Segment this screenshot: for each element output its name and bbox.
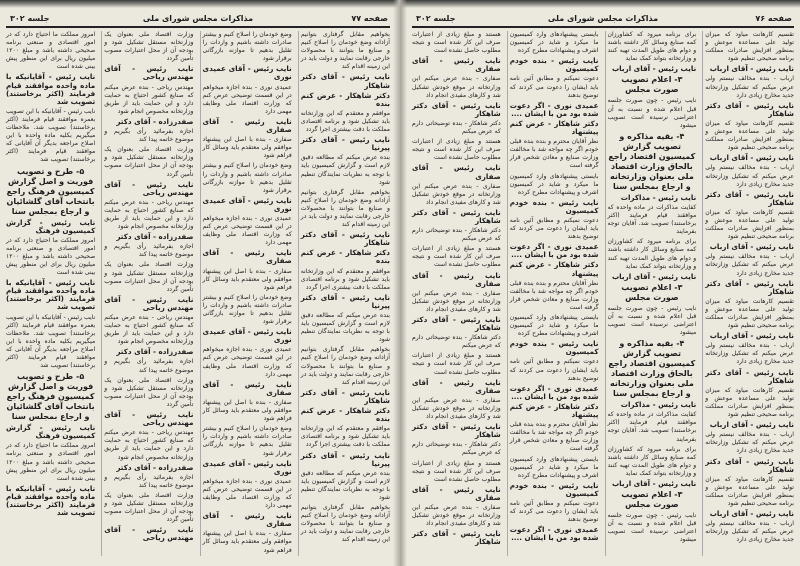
paragraph: نایب رئیس - چون صورت جلسه قبل اعلام شده و نسبت به آن اعتراضی نرسیده است تصویب میشود bbox=[607, 97, 697, 129]
text-columns bbox=[410, 31, 796, 556]
paragraph: صفاری - بنده عرض میکنم این وزارتخانه در موقع خودش تشکیل شد و کارهای مفیدی انجام داد bbox=[412, 396, 501, 421]
paragraph: بخواهیم مقابل گرفتاری بتوانیم آزادانه وضع خودمان را اصلاح کنیم و صنایع ما بتوانند با محصولات خارجی رقابت نمایند و دولت باید در این زمینه اقدام کند bbox=[300, 504, 390, 544]
paragraph: عمیدی نوری - بنده اجازه میخواهم در این قسمت توضیحی عرض کنم که وزارت اقتصاد ملی وظایف مهمی دارد bbox=[202, 346, 292, 378]
paragraph: عمیدی نوری - بنده اجازه میخواهم در این قسمت توضیحی عرض کنم که وزارت اقتصاد ملی وظایف مهمی دارد bbox=[202, 83, 292, 115]
paragraph: نظر آقایان محترم و بنده بنده قبلی خودم اگر چه مواجه شد با مخالفت وزارت صنایع و معادن شخص قرار گرفته است bbox=[509, 138, 599, 170]
speaker-line: عمیدی نوری - اگر دعوت شده بود من با ایشان .... bbox=[509, 525, 599, 543]
paragraph: تقسیم کارهانت میاود که میزان تولید علی مساعده موعش و بمنظور افزایش صادرات مملکت برنامه صحیحی تنظیم شود bbox=[705, 208, 794, 241]
paragraph: وضع خودمان را اصلاح کنیم و بیشتر صادرات داشته باشیم و واردات را تقلیل بدهیم تا موازنه بازرگانی برقرار شود bbox=[202, 293, 292, 326]
speaker-line: نایب رئیس - آقای ارباب bbox=[611, 271, 697, 281]
paragraph: بایستی پیشنهادهای وارد کمیسیون ما میکرد و شاید در کمیسیون اشرف و پیشنهادات مطرح کرده bbox=[509, 31, 599, 55]
paragraph: نایب رئیس - آقایانیکه با این تصویب بعمره موافقند قیام فرمایند (اکثر برخاستند) تصویب شد. ملاحظات میگیریم بکلیه ماده واحده با این اصلاح مراجعه بدیگر آن آقایانی که موافقند قیام فرمایند (اکثر برخاستند) تصویب شد bbox=[6, 107, 96, 164]
text-column bbox=[298, 31, 392, 556]
paragraph: وضع خودمان را اصلاح کنیم و بیشتر صادرات داشته باشیم و واردات را تقلیل بدهیم تا موازنه بازرگانی برقرار شود bbox=[202, 162, 292, 194]
section-heading: ۳- اعلام تصویب صورت مجلس bbox=[621, 282, 683, 302]
speaker-line: نایب رئیس - آقای مهندس ریاحی bbox=[104, 294, 194, 312]
paragraph: اجازه بفرمائید رأی بگیریم و موضوع خاتمه پیدا کند bbox=[104, 128, 194, 144]
paragraph: نایب رئیس - آقایانیکه با این تصویب بعمره موافقند قیام فرمایند (اکثر برخاستند) تصویب شد. ملاحظات میگیریم بکلیه ماده واحده با این اصلاح مراجعه بدیگر آن آقایانی که موافقند قیام فرمایند (اکثر برخاستند) تصویب شد bbox=[6, 313, 96, 370]
paragraph: نظر آقایان محترم و بنده بنده قبلی خودم اگر چه مواجه شد با مخالفت وزارت صنایع و معادن شخص قرار گرفته است bbox=[509, 421, 599, 453]
paragraph: نایب رئیس - چون صورت جلسه قبل اعلام شده و نسبت به آن اعتراضی نرسیده است تصویب میشود bbox=[607, 304, 697, 337]
speaker-line: نایب رئیس - آقای ارباب bbox=[709, 331, 794, 341]
paragraph: هستند و مبلغ زیادی از اعتبارات صرف این کار شده است و نتیجه مطلوب حاصل نشده است bbox=[412, 352, 501, 376]
speaker-line: نایب رئیس - آقای مهندس ریاحی bbox=[104, 179, 194, 197]
paragraph: بایستی پیشنهادهای وارد کمیسیون ما میکرد و شاید در کمیسیون اشرف و پیشنهادات مطرح کرده bbox=[509, 172, 599, 196]
speaker-line: نایب رئیس - آقای عمیدی نوری bbox=[202, 64, 292, 82]
paragraph: تقسیم کارهانت میاود که میزان تولید علی مساعده موعش و بمنظور افزایش صادرات مملکت برنامه صحیحی تنظیم شود bbox=[705, 31, 794, 63]
paragraph: صفاری - بنده با اصل این پیشنهاد موافقم ولی معتقدم باید وسائل کار فراهم شود bbox=[202, 267, 292, 291]
text-column bbox=[101, 31, 195, 556]
speaker-line: عمیدی نوری - اگر دعوت شده بود من با ایشان .... bbox=[509, 100, 599, 118]
session-number: جلسه ۳۰۲ bbox=[10, 14, 50, 23]
text-column bbox=[410, 31, 503, 556]
paragraph: ارباب - بنده مخالف نیستم ولی عرض میکنم که تشکیل وزارتخانه جدید مخارج زیادی دارد bbox=[705, 342, 794, 366]
speaker-line: نایب رئیس - آقای دکتر شاهکار bbox=[705, 456, 794, 474]
paragraph: تقسیم کارهانت میاود که میزان تولید علی مساعده موعش و بمنظور افزایش صادرات مملکت برنامه صحیحی تنظیم شود bbox=[705, 297, 794, 330]
header-rule bbox=[412, 26, 794, 28]
paragraph: هستند و مبلغ زیادی از اعتبارات صرف این کار شده است و نتیجه مطلوب حاصل نشده است bbox=[412, 459, 501, 483]
speaker-line: نایب رئیس - آقای مهندس ریاحی bbox=[104, 410, 194, 428]
paragraph: بنده عرض میکنم که مطالعه دقیق لازم است و گزارش کمیسیون باید با توجه به نظریات نمایندگان تنظیم شود bbox=[300, 154, 390, 186]
paragraph: صفاری - بنده عرض میکنم این وزارتخانه در موقع خودش تشکیل شد و کارهای مفیدی انجام داد bbox=[412, 182, 501, 206]
paragraph: مهندس ریاحی - بنده عرض میکنم که صنایع کشور احتیاج به حمایت دارد و این حمایت باید از طریق وزارتخانه مخصوص انجام شود bbox=[104, 314, 194, 346]
text-column bbox=[4, 31, 97, 556]
paragraph: امروز مملکت ما احتیاج دارد که در امور اقتصادی و صنعتی برنامه صحیحی داشته باشد و مبلغ ۱۲۰۰ میلیون ریال برای این منظور پیش بینی شده است bbox=[6, 442, 96, 482]
text-column bbox=[200, 31, 294, 556]
paragraph: دکتر شاهکار - بنده توضیحاتی دارم که عرض میکنم bbox=[412, 441, 501, 457]
paragraph: بخواهیم مقابل گرفتاری بتوانیم آزادانه وضع خودمان را اصلاح کنیم و صنایع ما بتوانند با محصولات خارجی رقابت نمایند و دولت باید در این زمینه اقدام کند bbox=[300, 31, 390, 71]
page-header bbox=[410, 8, 796, 26]
paragraph: صفاری - بنده عرض میکنم این وزارتخانه در موقع خودش تشکیل شد و کارهای مفیدی انجام داد bbox=[412, 289, 501, 313]
page-number: صفحه ۷۶ bbox=[755, 14, 792, 23]
paragraph: موافقم و معتقدم که این وزارتخانه باید تشکیل شود و برنامه اقتصادی مملکت با دقت بیشتری اجرا گردد bbox=[300, 267, 390, 291]
paragraph: اجازه بفرمائید رأی بگیریم و موضوع خاتمه پیدا کند bbox=[104, 358, 194, 374]
speaker-line: دکتر شاهکار - عرض کنم بنده bbox=[300, 248, 390, 266]
paragraph: صفاری - بنده عرض میکنم این وزارتخانه در موقع خودش تشکیل شد و کارهای مفیدی انجام داد bbox=[412, 75, 501, 99]
paragraph: صفاری - بنده با اصل این پیشنهاد موافقم ولی معتقدم باید وسائل کار فراهم شود bbox=[202, 136, 292, 160]
speaker-line: نایب رئیس - مذاکرات bbox=[620, 400, 697, 410]
speaker-line: نایب رئیس - آقای دکتر شاهکار bbox=[300, 230, 390, 248]
text-column bbox=[702, 31, 796, 556]
book-spine-shadow bbox=[393, 0, 407, 566]
paragraph: صفاری - بنده عرض میکنم این وزارتخانه در موقع خودش تشکیل شد و کارهای مفیدی انجام داد bbox=[412, 503, 501, 528]
paragraph: بایستی پیشنهادهای وارد کمیسیون ما میکرد و شاید در کمیسیون اشرف و پیشنهادات مطرح کرده bbox=[509, 455, 599, 479]
paragraph: ارباب - بنده مخالف نیستم ولی عرض میکنم که تشکیل وزارتخانه جدید مخارج زیادی دارد bbox=[705, 520, 794, 544]
section-heading: ۴- بقیه مذاکره و تصویب گزارش کمیسیون اقتصاد راجع بالحاق وزارت اقتصاد ملی بعنوان وزارتخانه و ارجاع بمجلس سنا bbox=[608, 339, 696, 399]
paragraph: موافقم و معتقدم که این وزارتخانه باید تشکیل شود و برنامه اقتصادی مملکت با دقت بیشتری اجرا گردد bbox=[300, 425, 390, 449]
header-rule bbox=[6, 26, 390, 28]
paragraph: دکتر شاهکار - بنده توضیحاتی دارم که عرض میکنم bbox=[412, 334, 501, 350]
section-heading: ۵- طرح و تصویب فوریت و اصل گزارش کمیسیون فرهنگ راجع بانتخاب آقای گلشائیان و ارجاع بمجلس سنا bbox=[6, 166, 95, 216]
running-title: مذاکرات مجلس شورای ملی bbox=[547, 14, 659, 23]
paragraph: بخواهیم مقابل گرفتاری بتوانیم آزادانه وضع خودمان را اصلاح کنیم و صنایع ما بتوانند با محصولات خارجی رقابت نمایند و دولت باید در این زمینه اقدام کند bbox=[300, 346, 390, 386]
paragraph: مهندس ریاحی - بنده عرض میکنم که صنایع کشور احتیاج به حمایت دارد و این حمایت باید از طریق وزارتخانه مخصوص انجام شود bbox=[104, 429, 194, 461]
paragraph: وضع خودمان را اصلاح کنیم و بیشتر صادرات داشته باشیم و واردات را تقلیل بدهیم تا موازنه بازرگانی برقرار شود bbox=[202, 425, 292, 457]
paragraph: بنده عرض میکنم که مطالعه دقیق لازم است و گزارش کمیسیون باید با توجه به نظریات نمایندگان تنظیم شود bbox=[300, 312, 390, 344]
paragraph: مهندس ریاحی - بنده عرض میکنم که صنایع کشور احتیاج به حمایت دارد و این حمایت باید از طریق وزارتخانه مخصوص انجام شود bbox=[104, 198, 194, 231]
speaker-line: عمیدی نوری - اگر دعوت شده بود من با ایشان .... bbox=[509, 383, 599, 401]
paragraph: تقسیم کارهانت میاود که میزان تولید علی مساعده موعش و بمنظور افزایش صادرات مملکت برنامه صحیحی تنظیم شود bbox=[705, 475, 794, 507]
session-number: جلسه ۳۰۲ bbox=[416, 14, 456, 23]
speaker-line: نایب رئیس - آقای دکتر پیرنیا bbox=[300, 450, 390, 468]
left-page bbox=[4, 8, 392, 560]
paragraph: دکتر شاهکار - بنده توضیحاتی دارم که عرض میکنم bbox=[412, 227, 501, 243]
speaker-line: صفدرزاده - آقای دکتر bbox=[116, 462, 194, 472]
speaker-line: نایب رئیس - آقای دکتر پیرنیا bbox=[300, 292, 390, 310]
section-heading: ۵- طرح و تصویب فوریت و اصل گزارش کمیسیون فرهنگ راجع بانتخاب آقای گلشائیان و ارجاع بمجلس سنا bbox=[6, 372, 95, 422]
paragraph: دکتر شاهکار - بنده توضیحاتی دارم که عرض میکنم bbox=[412, 119, 501, 136]
paragraph: صفاری - بنده با اصل این پیشنهاد موافقم ولی معتقدم باید وسائل کار فراهم شود bbox=[202, 530, 292, 554]
speaker-line: نایب رئیس - آقای دکتر شاهکار bbox=[705, 100, 794, 118]
paragraph: مهندس ریاحی - بنده عرض میکنم که صنایع کشور احتیاج به حمایت دارد و این حمایت باید از طریق وزارتخانه مخصوص انجام شود bbox=[104, 83, 194, 115]
paragraph: هستند و مبلغ زیادی از اعتبارات صرف این کار شده است و نتیجه مطلوب حاصل نشده است bbox=[412, 138, 501, 162]
paragraph: هستند و مبلغ زیادی از اعتبارات صرف این کار شده است و نتیجه مطلوب حاصل نشده است bbox=[412, 31, 501, 55]
paragraph: کفایت مذاکرات در ماده واحده که موافقند قیام فرمایند (اکثر برخاستند) تصویب شد. آقایان توجه بفرمایند bbox=[607, 203, 697, 236]
speaker-line: نایب رئیس - بنده خودم کمیسیون bbox=[509, 480, 599, 498]
paragraph: ارباب - بنده مخالف نیستم ولی عرض میکنم که تشکیل وزارتخانه جدید مخارج زیادی دارد bbox=[705, 164, 794, 188]
speaker-line: نایب رئیس - آقای دکتر شاهکار bbox=[412, 100, 501, 118]
speaker-line: نایب رئیس - آقای دکتر پیرنیا bbox=[300, 135, 390, 153]
speaker-line: نایب رئیس - آقای صفاری bbox=[202, 511, 292, 529]
paragraph: بخواهیم مقابل گرفتاری بتوانیم آزادانه وضع خودمان را اصلاح کنیم و صنایع ما بتوانند با محصولات خارجی رقابت نمایند و دولت باید در این زمینه اقدام کند bbox=[300, 188, 390, 229]
speaker-line: نایب رئیس - آقای دکتر شاهکار bbox=[705, 189, 794, 207]
paragraph: وضع خودمان را اصلاح کنیم و بیشتر صادرات داشته باشیم و واردات را تقلیل بدهیم تا موازنه بازرگانی برقرار شود bbox=[202, 31, 292, 63]
paragraph: دعوت نمیکنم و مطابق آئین نامه باید ایشان را دعوت می کردند که توضیح بدهند bbox=[509, 216, 599, 241]
speaker-line: صفدرزاده - آقای دکتر bbox=[116, 116, 194, 126]
paragraph: وزارت اقتصاد ملی بعنوان یک وزارتخانه مستقل تشکیل شود و بودجه آن از محل اعتبارات مصوب تأمین گردد bbox=[104, 491, 194, 524]
section-heading: ۳- اعلام تصویب صورت مجلس bbox=[621, 75, 683, 95]
speaker-line: نایب رئیس - آقای صفاری bbox=[412, 56, 501, 74]
speaker-line: صفدرزاده - آقای دکتر bbox=[116, 347, 194, 357]
speaker-line: نایب رئیس - آقای دکتر شاهکار bbox=[705, 278, 794, 296]
paragraph: وزارت اقتصاد ملی بعنوان یک وزارتخانه مستقل تشکیل شود و بودجه آن از محل اعتبارات مصوب تأمین گردد bbox=[104, 376, 194, 408]
speaker-line: دکتر شاهکار - عرض کنم بنده bbox=[300, 406, 390, 424]
paragraph: اجازه بفرمائید رأی بگیریم و موضوع خاتمه پیدا کند bbox=[104, 243, 194, 259]
paragraph: وزارت اقتصاد ملی بعنوان یک وزارتخانه مستقل تشکیل شود و بودجه آن از محل اعتبارات مصوب تأمین گردد bbox=[104, 31, 194, 63]
speaker-line: نایب رئیس - آقای دکتر شاهکار bbox=[412, 207, 501, 225]
paragraph: ارباب - بنده مخالف نیستم ولی عرض میکنم که تشکیل وزارتخانه جدید مخارج زیادی دارد bbox=[705, 253, 794, 277]
paragraph: نایب رئیس - چون صورت جلسه قبل اعلام شده و نسبت به آن اعتراضی نرسیده است تصویب میشود bbox=[607, 512, 697, 544]
speaker-line: دکتر شاهکار - عرض کنم بنده bbox=[300, 90, 390, 108]
paragraph: نظر آقایان محترم و بنده بنده قبلی خودم اگر چه مواجه شد با مخالفت وزارت صنایع و معادن شخص قرار گرفته است bbox=[509, 279, 599, 311]
paragraph: کفایت مذاکرات در ماده واحده که موافقند قیام فرمایند (اکثر برخاستند) تصویب شد. آقایان توجه بفرمایند bbox=[607, 411, 697, 443]
speaker-line: دکتر شاهکار - عرض کنم پیشنهاد bbox=[509, 401, 599, 420]
speaker-line: نایب رئیس - آقای صفاری bbox=[412, 484, 501, 502]
speaker-line: نایب رئیس - آقایانیکه با ماده واحده موافقند قیام فرمایند (اکثر برخاستند) تصویب شد bbox=[6, 483, 96, 518]
speaker-line: نایب رئیس - آقای ارباب bbox=[709, 64, 794, 74]
paragraph: بنده عرض میکنم که مطالعه دقیق لازم است و گزارش کمیسیون باید با توجه به نظریات نمایندگان تنظیم شود bbox=[300, 469, 390, 501]
speaker-line: صفدرزاده - آقای دکتر bbox=[116, 232, 194, 242]
paragraph: برای برنامه میرود که کشاورزان کمه صنایع وسائل کار داشته باشند و دوام های طویل المدت تهیه کنند و وزارتخانه بتواند کمک نماید bbox=[607, 238, 697, 270]
paragraph: عمیدی نوری - بنده اجازه میخواهم در این قسمت توضیحی عرض کنم که وزارت اقتصاد ملی وظایف مهمی دارد bbox=[202, 214, 292, 247]
text-column bbox=[507, 31, 601, 556]
paragraph: صفاری - بنده با اصل این پیشنهاد موافقم ولی معتقدم باید وسائل کار فراهم شود bbox=[202, 398, 292, 423]
speaker-line: نایب رئیس - آقای مهندس ریاحی bbox=[104, 64, 194, 82]
speaker-line: نایب رئیس - بنده خودم کمیسیون bbox=[509, 56, 599, 74]
speaker-line: نایب رئیس - آقای دکتر شاهکار bbox=[300, 72, 390, 90]
speaker-line: نایب رئیس - آقای دکتر شاهکار bbox=[412, 315, 501, 333]
speaker-line: نایب رئیس - آقای صفاری bbox=[202, 116, 292, 135]
speaker-line: نایب رئیس - آقای عمیدی نوری bbox=[202, 195, 292, 213]
section-heading: ۴- بقیه مذاکره و تصویب گزارش کمیسیون اقتصاد راجع بالحاق وزارت اقتصاد ملی بعنوان وزارتخانه و ارجاع بمجلس سنا bbox=[608, 131, 696, 191]
page-number: صفحه ۷۷ bbox=[351, 14, 388, 23]
paragraph: دعوت نمیکنم و مطابق آئین نامه باید ایشان را دعوت می کردند که توضیح بدهند bbox=[509, 358, 599, 382]
paragraph: وزارت اقتصاد ملی بعنوان یک وزارتخانه مستقل تشکیل شود و بودجه آن از محل اعتبارات مصوب تأمین گردد bbox=[104, 261, 194, 293]
paragraph: امروز مملکت ما احتیاج دارد که در امور اقتصادی و صنعتی برنامه صحیحی داشته باشد و مبلغ ۱۲۰۰ میلیون ریال برای این منظور پیش بینی شده است bbox=[6, 236, 96, 277]
paragraph: اجازه بفرمائید رأی بگیریم و موضوع خاتمه پیدا کند bbox=[104, 473, 194, 489]
speaker-line: نایب رئیس - آقای صفاری bbox=[202, 248, 292, 266]
speaker-line: نایب رئیس - آقای صفاری bbox=[202, 379, 292, 397]
paragraph: بایستی پیشنهادهای وارد کمیسیون ما میکرد و شاید در کمیسیون اشرف و پیشنهادات مطرح کرده bbox=[509, 314, 599, 338]
speaker-line: نایب رئیس - آقای دکتر شاهکار bbox=[412, 422, 501, 440]
paragraph: ارباب - بنده مخالف نیستم ولی عرض میکنم که تشکیل وزارتخانه جدید مخارج زیادی دارد bbox=[705, 75, 794, 99]
paragraph: برای برنامه میرود که کشاورزان کمه صنایع وسائل کار داشته باشند و دوام های طویل المدت تهیه کنند و وزارتخانه بتواند کمک نماید bbox=[607, 31, 697, 63]
speaker-line: نایب رئیس - آقای ارباب bbox=[709, 153, 794, 163]
speaker-line: نایب رئیس - آقای دکتر شاهکار bbox=[705, 367, 794, 385]
paragraph: ارباب - بنده مخالف نیستم ولی عرض میکنم که تشکیل وزارتخانه جدید مخارج زیادی دارد bbox=[705, 431, 794, 455]
paragraph: دعوت نمیکنم و مطابق آئین نامه باید ایشان را دعوت می کردند که توضیح بدهند bbox=[509, 499, 599, 524]
paragraph: عمیدی نوری - بنده اجازه میخواهم در این قسمت توضیحی عرض کنم که وزارت اقتصاد ملی وظایف مهمی دارد bbox=[202, 477, 292, 510]
text-columns bbox=[4, 31, 392, 556]
paragraph: هستند و مبلغ زیادی از اعتبارات صرف این کار شده است و نتیجه مطلوب حاصل نشده است bbox=[412, 245, 501, 269]
speaker-line: نایب رئیس - آقای ارباب bbox=[709, 509, 794, 519]
speaker-line: نایب رئیس - آقای ارباب bbox=[709, 420, 794, 430]
speaker-line: نایب رئیس - گزارش کمیسیون فرهنگ bbox=[6, 217, 96, 235]
speaker-line: نایب رئیس - آقای عمیدی نوری bbox=[202, 458, 292, 476]
paragraph: برای برنامه میرود که کشاورزان کمه صنایع وسائل کار داشته باشند و دوام های طویل المدت تهیه کنند و وزارتخانه بتواند کمک نماید bbox=[607, 445, 697, 477]
page-header bbox=[4, 8, 392, 26]
speaker-line: نایب رئیس - بنده خودم کمیسیون bbox=[509, 197, 599, 215]
speaker-line: دکتر شاهکار - عرض کنم پیشنهاد bbox=[509, 118, 599, 137]
running-title: مذاکرات مجلس شورای ملی bbox=[142, 14, 254, 23]
speaker-line: نایب رئیس - آقای صفاری bbox=[412, 377, 501, 395]
section-heading: ۳- اعلام تصویب صورت مجلس bbox=[621, 490, 683, 510]
paragraph: وزارت اقتصاد ملی بعنوان یک وزارتخانه مستقل تشکیل شود و بودجه آن از محل اعتبارات مصوب تأمین گردد bbox=[104, 146, 194, 178]
speaker-line: نایب رئیس - مذاکرات bbox=[620, 192, 697, 202]
paragraph: تقسیم کارهانت میاود که میزان تولید علی مساعده موعش و بمنظور افزایش صادرات مملکت برنامه صحیحی تنظیم شود bbox=[705, 386, 794, 419]
speaker-line: نایب رئیس - آقای ارباب bbox=[709, 242, 794, 252]
speaker-line: نایب رئیس - آقای ارباب bbox=[611, 64, 697, 74]
speaker-line: نایب رئیس - آقای دکتر شاهکار bbox=[412, 529, 501, 547]
speaker-line: نایب رئیس - آقایانیکه با ماده واحده موافقند قیام فرمایند (اکثر برخاستند) تصویب شد bbox=[6, 72, 96, 106]
speaker-line: عمیدی نوری - اگر دعوت شده بود من با ایشان .... bbox=[509, 242, 599, 260]
speaker-line: نایب رئیس - آقایانیکه با ماده واحده موافقند قیام فرمایند (اکثر برخاستند) تصویب شد bbox=[6, 278, 96, 312]
speaker-line: نایب رئیس - آقای مهندس ریاحی bbox=[104, 525, 194, 543]
speaker-line: نایب رئیس - بنده خودم کمیسیون bbox=[509, 339, 599, 357]
speaker-line: نایب رئیس - گزارش کمیسیون فرهنگ bbox=[6, 423, 96, 441]
right-page bbox=[410, 8, 796, 560]
paragraph: موافقم و معتقدم که این وزارتخانه باید تشکیل شود و برنامه اقتصادی مملکت با دقت بیشتری اجرا گردد bbox=[300, 109, 390, 134]
paragraph: امروز مملکت ما احتیاج دارد که در امور اقتصادی و صنعتی برنامه صحیحی داشته باشد و مبلغ ۱۲۰۰ میلیون ریال برای این منظور پیش بینی شده است bbox=[6, 31, 96, 71]
speaker-line: نایب رئیس - آقای ارباب bbox=[611, 479, 697, 488]
text-column bbox=[605, 31, 699, 556]
paragraph: دعوت نمیکنم و مطابق آئین نامه باید ایشان را دعوت می کردند که توضیح بدهند bbox=[509, 75, 599, 99]
paragraph: تقسیم کارهانت میاود که میزان تولید علی مساعده موعش و بمنظور افزایش صادرات مملکت برنامه صحیحی تنظیم شود bbox=[705, 119, 794, 152]
speaker-line: نایب رئیس - آقای عمیدی نوری bbox=[202, 327, 292, 345]
speaker-line: نایب رئیس - آقای صفاری bbox=[412, 163, 501, 181]
speaker-line: نایب رئیس - آقای دکتر شاهکار bbox=[300, 387, 390, 405]
speaker-line: نایب رئیس - آقای صفاری bbox=[412, 270, 501, 288]
speaker-line: دکتر شاهکار - عرض کنم پیشنهاد bbox=[509, 260, 599, 278]
